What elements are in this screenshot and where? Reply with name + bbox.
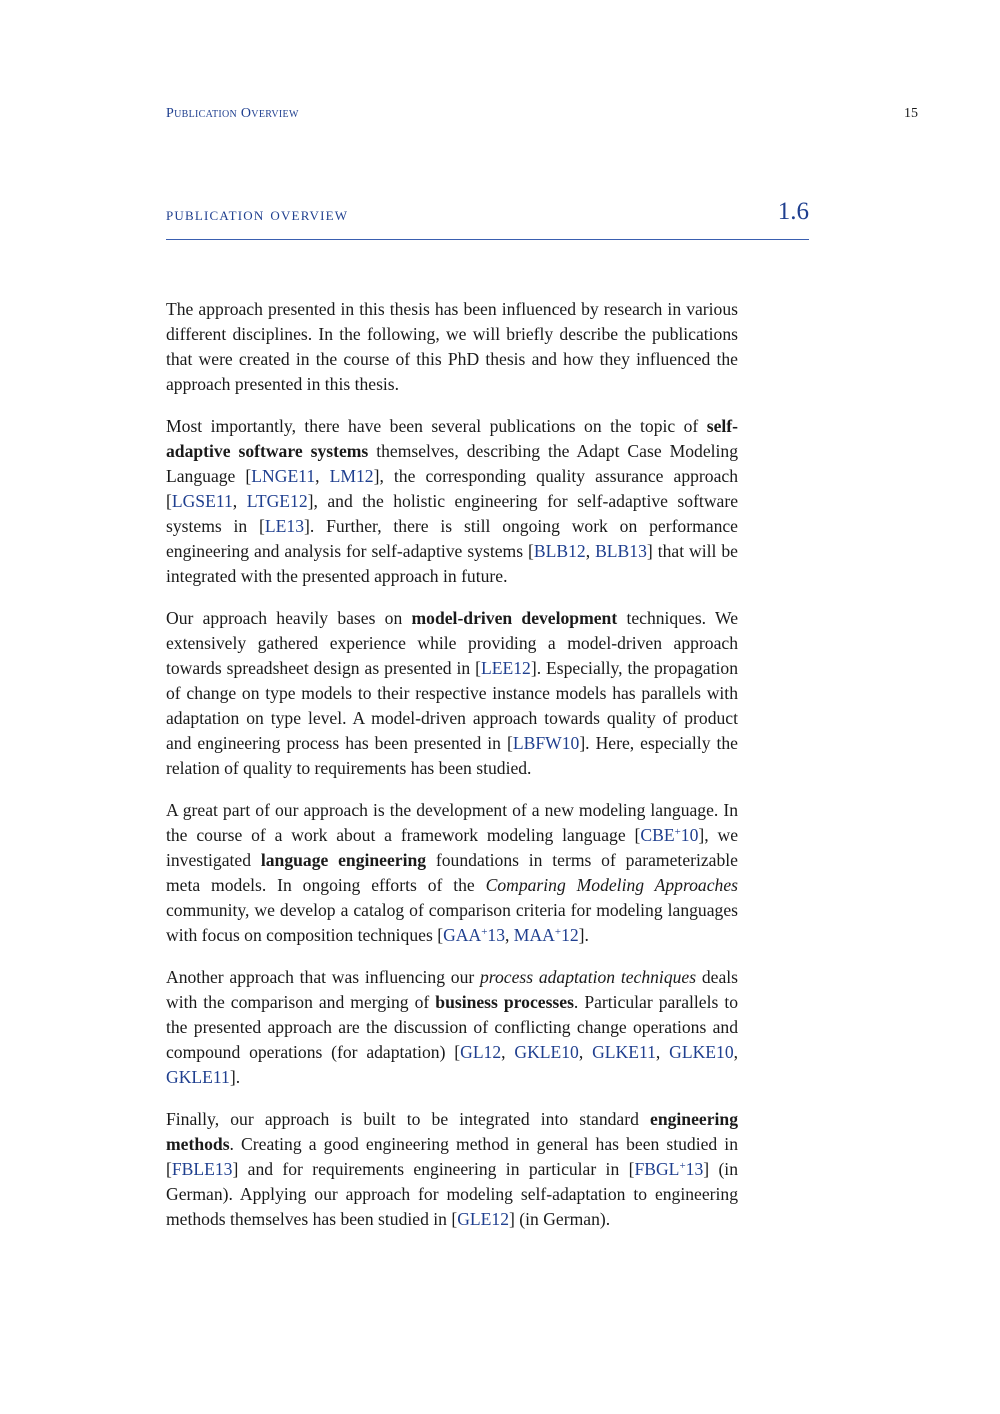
citation-sup: + <box>674 826 681 838</box>
body-text <box>166 297 738 1249</box>
text-run: ]. Here, especially the relation of quality to requirements has been studied. <box>166 733 738 778</box>
citation-link[interactable] <box>166 1067 230 1087</box>
text-run: ] and for requirements engineering in particular in [ <box>232 1159 635 1179</box>
text-run: , <box>315 466 330 486</box>
citation-key: GAA <box>443 925 482 945</box>
paragraph <box>166 297 738 397</box>
paragraph <box>166 606 738 781</box>
citation-link[interactable] <box>265 516 304 536</box>
text-run: . Creating a good engineering method in general has been studied in [ <box>166 1134 738 1179</box>
citation-key: LBFW10 <box>512 733 580 753</box>
citation-link[interactable] <box>460 1042 501 1062</box>
citation-key: GLE12 <box>457 1209 510 1229</box>
text-run: ], and the holistic engineering for self-adaptive software systems in [ <box>166 491 739 536</box>
citation-link[interactable] <box>634 1159 703 1179</box>
text-run: The approach presented in this thesis has been influenced by research in various different disciplines. In the following, we will briefly describe the publications that were created in the course of this PhD thesis and how they influenced the approach presented in this thesis. <box>166 299 738 394</box>
citation-key: LEE12 <box>481 658 531 678</box>
section-heading <box>166 198 809 240</box>
text-run: , <box>585 541 596 561</box>
paragraph <box>166 1107 738 1232</box>
citation-sup: + <box>679 1160 686 1172</box>
citation-key: BLB12 <box>533 541 586 561</box>
citation-link[interactable] <box>251 466 315 486</box>
text-run: ]. <box>229 1067 241 1087</box>
bold-term: self-adaptive software systems <box>166 416 738 461</box>
text-run: Our approach heavily bases on <box>166 608 412 628</box>
citation-year: 12 <box>561 925 579 945</box>
text-run: ]. <box>578 925 589 945</box>
bold-term: language engineering <box>260 850 427 870</box>
text-run: , <box>505 925 514 945</box>
text-run: , <box>733 1042 739 1062</box>
bold-term: business processes <box>435 992 574 1012</box>
citation-key: FBLE13 <box>171 1159 233 1179</box>
text-run: ] that will be integrated with the presented approach in future. <box>166 541 738 586</box>
citation-key: LE13 <box>264 516 305 536</box>
citation-link[interactable] <box>514 1042 579 1062</box>
running-title: Publication Overview <box>166 106 299 121</box>
citation-link[interactable] <box>247 491 308 511</box>
citation-link[interactable] <box>514 925 579 945</box>
text-run: , <box>501 1042 515 1062</box>
citation-key: LM12 <box>329 466 374 486</box>
citation-key: CBE <box>640 825 675 845</box>
section-number: 1.6 <box>777 198 809 225</box>
citation-link[interactable] <box>481 658 531 678</box>
citation-key: GKLE10 <box>514 1042 579 1062</box>
paragraph <box>166 798 738 948</box>
text-run: . Particular parallels to the presented approach are the discussion of conflicting change operations and compound operations (for adaptation) [ <box>166 992 739 1062</box>
paragraph <box>166 414 738 589</box>
running-header <box>166 106 918 126</box>
citation-link[interactable] <box>443 925 505 945</box>
citation-link[interactable] <box>534 541 586 561</box>
citation-key: MAA <box>513 925 555 945</box>
text-run: ], we investigated <box>166 825 739 870</box>
citation-key: GKLE11 <box>166 1067 230 1087</box>
citation-key: BLB13 <box>595 541 647 561</box>
citation-link[interactable] <box>513 733 579 753</box>
text-run: ]. Especially, the propagation of change on type models to their respective instance models has parallels with adaptation on type level. A model-driven approach towards quality of product and engineering process has been presented in [ <box>166 658 738 753</box>
text-run: ]. Further, there is still ongoing work on performance engineering and analysis for self-adaptive systems [ <box>166 516 738 561</box>
italic-term: Comparing Modeling Approaches <box>485 875 738 895</box>
citation-sup: + <box>481 926 488 938</box>
citation-year: 10 <box>680 825 699 845</box>
text-run: A great part of our approach is the development of a new modeling language. In the course of a work about a framework modeling language [ <box>166 800 738 845</box>
text-run: Most importantly, there have been several publications on the topic of <box>166 416 707 436</box>
text-run: Another approach that was influencing our <box>166 967 480 987</box>
citation-key: LNGE11 <box>251 466 316 486</box>
page-number: 15 <box>904 106 918 121</box>
section-title: publication overview <box>166 204 349 225</box>
citation-key: FBGL <box>634 1159 680 1179</box>
citation-year: 13 <box>685 1159 704 1179</box>
citation-key: GLKE10 <box>669 1042 734 1062</box>
text-run: ], the corresponding quality assurance approach [ <box>166 466 738 511</box>
citation-link[interactable] <box>669 1042 734 1062</box>
text-run: , <box>655 1042 670 1062</box>
citation-link[interactable] <box>172 491 233 511</box>
citation-year: 13 <box>487 925 505 945</box>
bold-term: model-driven development <box>411 608 618 628</box>
citation-link[interactable] <box>172 1159 233 1179</box>
citation-key: LGSE11 <box>171 491 233 511</box>
text-run: themselves, describing the Adapt Case Modeling Language [ <box>166 441 739 486</box>
citation-key: LTGE12 <box>246 491 308 511</box>
text-run: ] (in German). Applying our approach for modeling self-adaptation to engineering methods themselves has been studied in [ <box>166 1159 738 1229</box>
text-run: foundations in terms of parameterizable meta models. In ongoing efforts of the <box>166 850 738 895</box>
citation-link[interactable] <box>457 1209 509 1229</box>
italic-term: process adaptation techniques <box>479 967 697 987</box>
citation-key: GL12 <box>460 1042 502 1062</box>
citation-link[interactable] <box>640 825 698 845</box>
text-run: , <box>578 1042 593 1062</box>
text-run: deals with the comparison and merging of <box>166 967 738 1012</box>
text-run: Finally, our approach is built to be integrated into standard <box>166 1109 651 1129</box>
citation-link[interactable] <box>330 466 374 486</box>
citation-key: GLKE11 <box>592 1042 656 1062</box>
text-run: techniques. We extensively gathered experience while providing a model-driven approach towards spreadsheet design as presented in [ <box>166 608 738 678</box>
paragraph <box>166 965 738 1090</box>
bold-term: engineering methods <box>166 1109 738 1154</box>
text-run: , <box>232 491 247 511</box>
citation-link[interactable] <box>592 1042 656 1062</box>
citation-sup: + <box>554 926 562 938</box>
text-run: community, we develop a catalog of comparison criteria for modeling languages with focus on composition techniques [ <box>166 900 738 945</box>
text-run: ] (in German). <box>509 1209 611 1229</box>
citation-link[interactable] <box>595 541 647 561</box>
